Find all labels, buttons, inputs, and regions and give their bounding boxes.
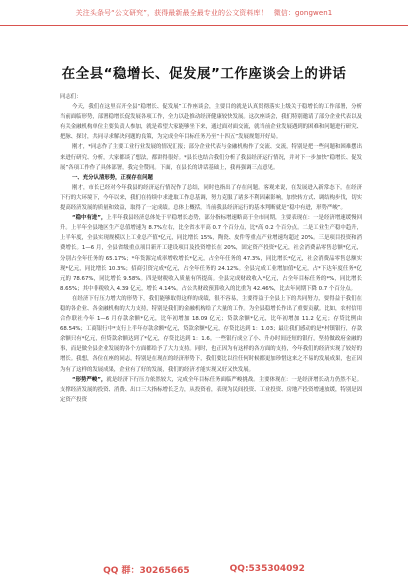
greeting: 同志们： — [60, 94, 82, 100]
paragraph-2: 刚才，*同志作了主要工业行业发展的情况汇报；部分企业代表与金融机构作了交流、交流，特别是把一些问题和困难摆出来进行研究、分析，大家都谈了想法，都讲得很好。*县长也结合我们分析了我县经济运行情况，并对下一步加快“稳增长、促发展”各项工作作了具体部署，我完全赞同。下面，在县长的讲话基础上，我再强调三点意见。 — [60, 144, 362, 171]
qq-number: QQ:535304092 — [229, 564, 305, 574]
section-heading-1: 一、充分认清形势，正视存在问题 — [72, 174, 153, 181]
bottom-banner — [0, 558, 408, 580]
point-severe-label: “形势严峻”， — [72, 376, 107, 383]
point-stable-growth-label: “稳中有进”， — [72, 215, 107, 222]
section-1-intro: 刚才，市长已经对今年我县的经济运行情况作了总结，同时也指出了存在问题。客观来说，在发展进入新常态下，在经济下行的大环境下，今年以来，我们在持续中求进取工作总基调，努力克服了诸多不利因素影响，加快转方式、调结构步伐，切实提高经济发展的质量和效益，取得了一定成绩。总体上概括，当前我县经济运行的基本判断就是“稳中有进，形势严峻”。 — [60, 184, 362, 212]
top-banner — [0, 0, 408, 26]
point-severe-text: 就是经济下行压力依然较大，完成全年目标任务面临严峻挑战。主要体现在：一是经济增长动力仍然不足。支撑经济发展的投资、消费、出口三大指标增长乏力，从投资看，表现为民间投资、工业投资、房地产投资增速放缓，特别是固定资产投资 — [60, 376, 362, 403]
document-title: 在全县“稳增长、促发展”工作座谈会上的讲话 — [61, 66, 347, 82]
point-severe — [60, 375, 362, 405]
banner-text: 关注头条号“公文研究”，获得最新最全最专业的公文资料库！ — [75, 8, 268, 17]
paragraph-intro: 今天，我们在这里召开全县“稳增长、促发展”工作座谈会，主要目的就是认真贯彻落实上级关于稳增长的工作部署，分析当前面临形势，部署稳增长促发展各项工作，全力以赴推动经济健康较快发展。这次座谈会，我们特别邀请了部分企业代表以及有关金融机构单位主要负责人参加，就是希望大家能够坐下来，通过面对面交流，就当前企业发展遇到的困难和问题进行研究、把脉、探讨，共同寻求解决问题的良策，为完成全年目标任务乃至“十四五”发展规划开好局。 — [60, 104, 362, 141]
point-support: 在经济下行压力增大的形势下，我们能够取得这样的成绩，很不容易，主要得益于全县上下的共同努力，要得益于我们在稳的各企业、各金融机构的大力支持，特别是我们的金融机构给了大量的工作。为全县稳增长作出了重要贡献。比如，农村信用合作联社今年 1—6 月存款余额*亿元，比年初增加 18.09 亿元；贷款余额*亿元，比年初增加 11.2 亿元；存贷比例由 68.54%；工商银行中*支行上半年存款余额*亿元，贷款余额*亿元，存贷比达到 1：1.03；最让我们感动的是*村镇银行，存款余额只有*亿元，但贷款余额达到了*亿元，存贷比达到 1：1.6。一些银行成立了小、升办时间还短的银行，坚持做政府金融的事，而是做全县企业发展的各个方面都给予了大力支持。同时，也正因为有这样的各方面的支持，今年我们的经济实现了较好的增长。我想，各位在座的同志，特别是在现在的经济形势下，我们要比以往任何时候都更加珍惜这来之不易的发展成果，也正因为有了这样的发展成果，企业有了好的发展，我们的经济才能实现又好又快发展。 — [60, 295, 362, 373]
point-stable-growth — [60, 213, 362, 294]
qq-group: QQ 群：30265665 — [103, 565, 190, 576]
point-stable-growth-text: 上半年我县经济总体处于平稳增长态势，部分指标增速略高于全市同期，主要表现在：一是经济增速缓慢回升。上半年全县地区生产总值增速为 8.7%左右，比全省水平高 0.7 个百分点，比*高 0.2 个百分点。二是工业生产稳中趋升，上半年度，全县实现规模以上工业总产值*亿元，同比增长 15%，陶瓷、皮件等重点产业增速均超过 20%。三是项目投资和消费增长。1—6 月，全县省级重点项目新开工建设项目及投资增长在 20%，固定资产投资*亿元，社会消费品零售总额*亿元，分别占全年任务的 65.17%；*年货源完成率增收增长*亿元，占全年任务的 47.3%，同比增长*亿元，社会消费品零售总额实现*亿元，同比增长 10.3%；招商引资完成*亿元，占全年任务的 24.12%。全县完成工业增加值*亿元，占*下达年度任务*亿元的 78.67%，同比增长 9.58%。四是财税收入质量有所提高。全县完成财政收入*亿元，占全年目标任务的*%，同比增长 8.65%；其中非税收入 4.39 亿元，增长 4.14%。占公共财政预算收入的比重为 42.46%，比去年同期下降 0.7 个百分点。 — [60, 215, 362, 292]
document-body — [60, 92, 362, 405]
banner-wechat: 微信：gongwen1 — [273, 8, 333, 17]
